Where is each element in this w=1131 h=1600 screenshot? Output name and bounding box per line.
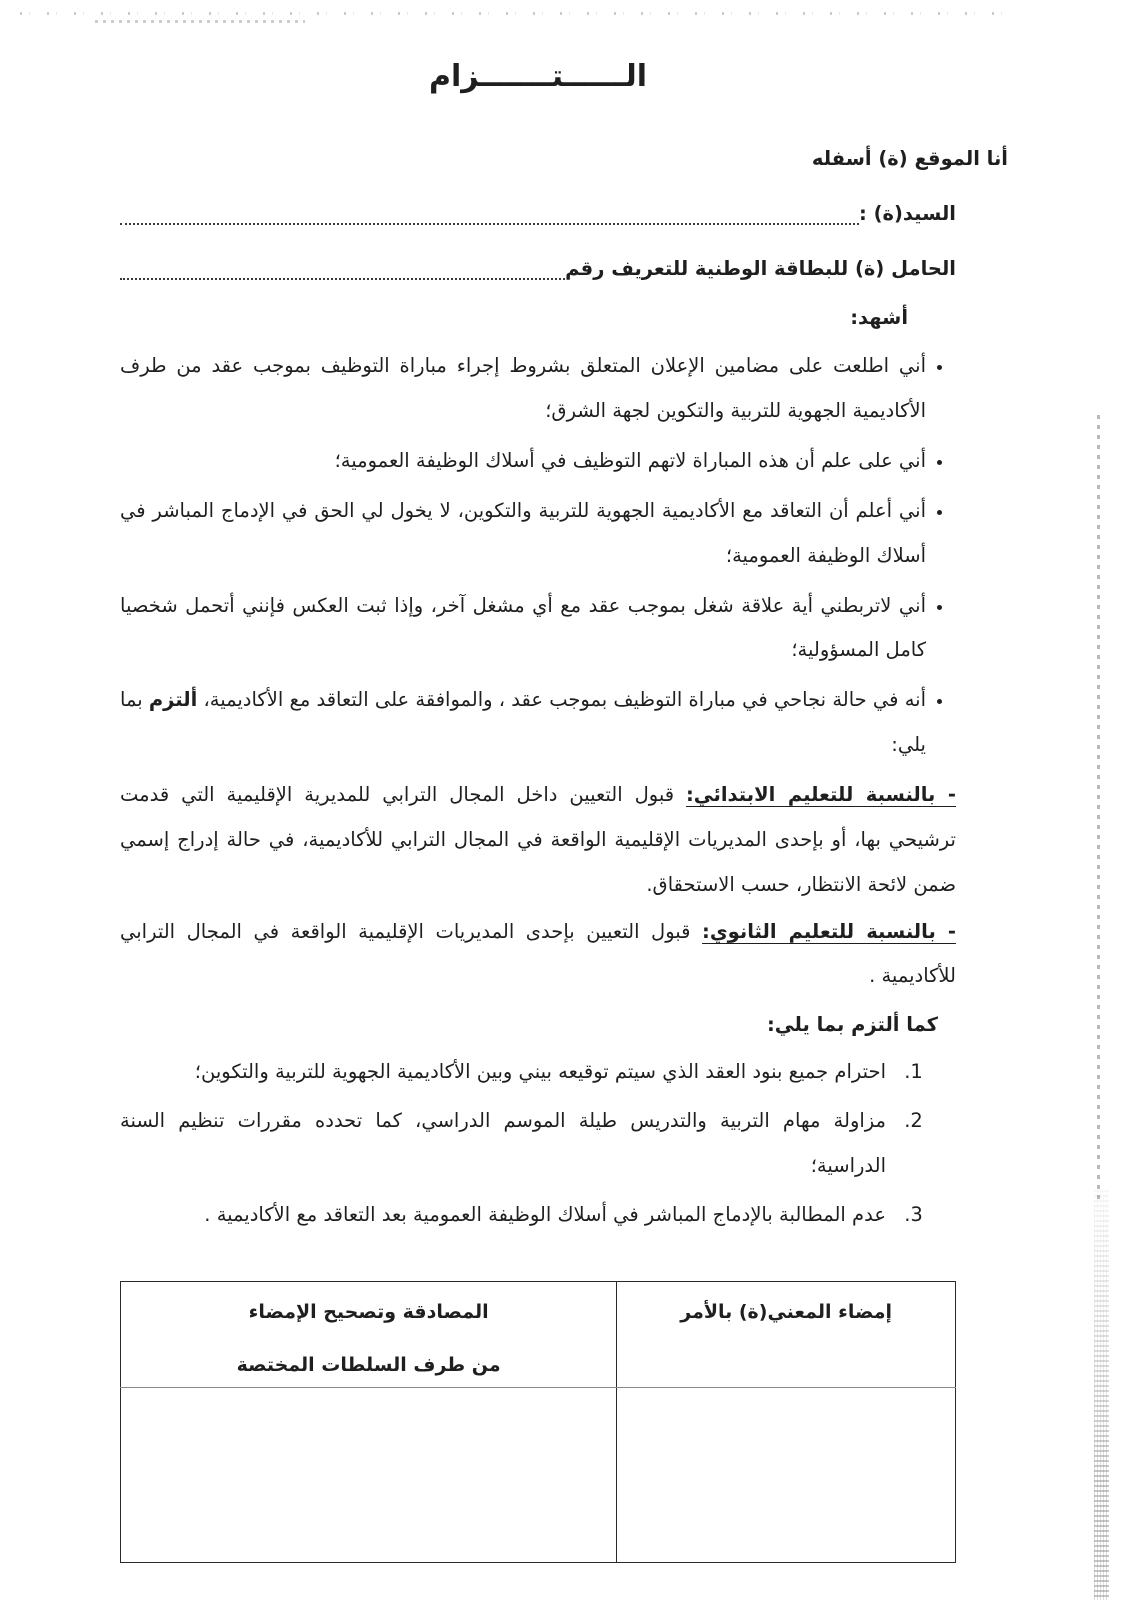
- bullet-text: أني على علم أن هذه المباراة لاتهم التوظيف في أسلاك الوظيفة العمومية؛: [334, 449, 926, 473]
- additional-commitments-heading: كما ألتزم بما يلي:: [766, 1013, 938, 1037]
- numbered-item-text: مزاولة مهام التربية والتدريس طيلة الموسم الدراسي، كما تحدده مقررات تنظيم السنة الدراسية؛: [120, 1108, 886, 1177]
- national-id-fill-in-line[interactable]: [120, 278, 565, 280]
- signature-table-header-row: [121, 1282, 956, 1388]
- primary-education-clause-text: قبول التعيين داخل المجال الترابي للمديرية الإقليمية التي قدمت ترشيحي بها، أو بإحدى المديريات الإقليمية الواقعة في المجال الترابي للأكاديمية، في حالة إدراج إسمي ضمن لائحة الانتظار، حسب الاستحقاق.: [120, 782, 956, 896]
- certification-header-line1: المصادقة وتصحيح الإمضاء: [248, 1301, 489, 1324]
- bullet-item: [120, 439, 926, 484]
- document-title: الــــــتـــــــزام: [428, 59, 648, 94]
- signature-empty-cell[interactable]: [617, 1388, 956, 1563]
- signature-table-body-row: [121, 1388, 956, 1563]
- bullet-text: أني أعلم أن التعاقد مع الأكاديمية الجهوية للتربية والتكوين، لا يخول لي الحق في الإدماج المباشر في أسلاك الوظيفة العمومية؛: [120, 498, 926, 567]
- name-fill-in-line[interactable]: [120, 223, 859, 225]
- signature-table: [120, 1281, 956, 1563]
- commitments-numbered-list: [120, 1050, 956, 1237]
- bullet-emphasis: ألتزم: [148, 688, 198, 712]
- bullet-item: [120, 678, 926, 768]
- national-id-field-row: [120, 247, 956, 292]
- bullet-item: [120, 489, 926, 579]
- secondary-education-clause-label: - بالنسبة للتعليم الثانوي:: [702, 919, 956, 943]
- primary-education-clause: [120, 773, 956, 908]
- signature-column-header: [617, 1282, 956, 1388]
- document-content: [120, 0, 1008, 1563]
- primary-education-clause-label: - بالنسبة للتعليم الابتدائي:: [686, 782, 956, 806]
- secondary-education-clause-text: قبول التعيين بإحدى المديريات الإقليمية الواقعة في المجال الترابي للأكاديمية .: [120, 919, 956, 988]
- name-field-row: [120, 192, 956, 237]
- certification-header-line2: من طرف السلطات المختصة: [236, 1353, 501, 1376]
- national-id-field-label: الحامل (ة) للبطاقة الوطنية للتعريف رقم: [565, 256, 956, 280]
- signature-column-header-text: إمضاء المعني(ة) بالأمر: [680, 1301, 892, 1324]
- certification-empty-cell[interactable]: [121, 1388, 617, 1563]
- numbered-item: [120, 1050, 898, 1095]
- attestation-heading: أشهد:: [850, 305, 908, 329]
- bullet-text: بما يلي:: [120, 688, 926, 757]
- numbered-item-text: احترام جميع بنود العقد الذي سيتم توقيعه بيني وبين الأكاديمية الجهوية للتربية والتكوين؛: [194, 1060, 886, 1084]
- scan-noise-right-bottom: [1094, 1190, 1109, 1600]
- scan-noise-right-edge: [1097, 415, 1100, 1205]
- bullet-text: أني اطلعت على مضامين الإعلان المتعلق بشروط إجراء مباراة التوظيف بموجب عقد من طرف الأكاديمية الجهوية للتربية والتكوين لجهة الشرق؛: [120, 354, 926, 423]
- bullet-text: أنه في حالة نجاحي في مباراة التوظيف بموجب عقد ، والموافقة على التعاقد مع الأكاديمية،: [197, 688, 927, 712]
- numbered-item: [120, 1193, 898, 1238]
- signer-intro-line: أنا الموقع (ة) أسفله: [811, 147, 1008, 170]
- name-field-label: السيد(ة) :: [859, 201, 956, 225]
- certification-column-header: [121, 1282, 617, 1388]
- bullet-text: أني لاتربطني أية علاقة شغل بموجب عقد مع أي مشغل آخر، وإذا ثبت العكس فإنني أتحمل شخصيا كامل المسؤولية؛: [120, 593, 926, 662]
- attestation-bullet-list: [120, 344, 956, 768]
- bullet-item: [120, 344, 926, 434]
- bullet-item: [120, 584, 926, 674]
- numbered-item-text: عدم المطالبة بالإدماج المباشر في أسلاك الوظيفة العمومية بعد التعاقد مع الأكاديمية .: [204, 1202, 886, 1226]
- numbered-item: [120, 1099, 898, 1189]
- secondary-education-clause: [120, 910, 956, 1000]
